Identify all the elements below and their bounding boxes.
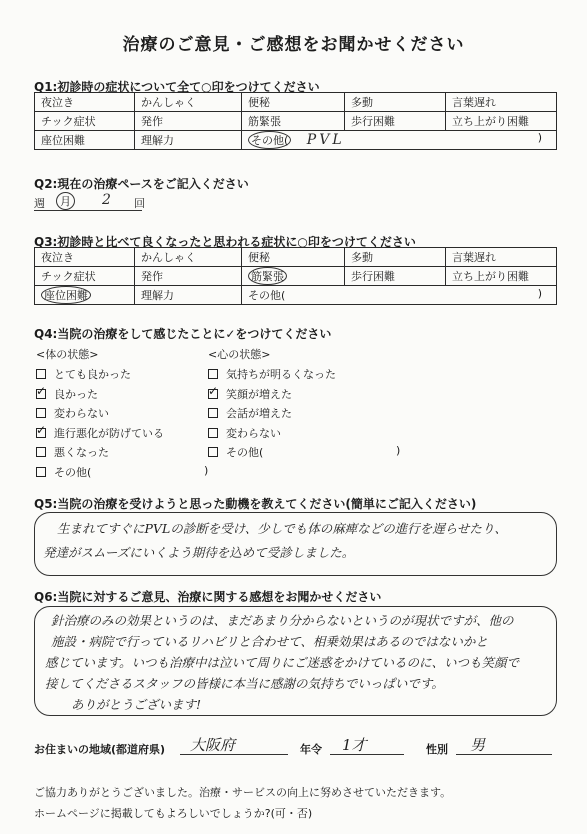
table-cell[interactable]: かんしゃく bbox=[135, 93, 242, 112]
table-cell[interactable]: かんしゃく bbox=[135, 248, 242, 267]
table-row bbox=[35, 267, 557, 286]
q3-heading: Q3:初診時と比べて良くなったと思われる症状に○印をつけてください bbox=[34, 235, 416, 249]
checkbox[interactable] bbox=[36, 408, 46, 418]
list-item[interactable] bbox=[208, 386, 408, 406]
circled-option: 筋緊張 bbox=[248, 267, 287, 285]
list-item[interactable] bbox=[208, 366, 408, 386]
answer-line: 針治療のみの効果というのは、まだあまり分からないというのが現状ですが、他の bbox=[51, 613, 514, 628]
table-cell[interactable]: 立ち上がり困難 bbox=[446, 267, 557, 286]
list-item[interactable] bbox=[208, 425, 408, 445]
table-cell[interactable]: 夜泣き bbox=[35, 248, 135, 267]
table-cell[interactable]: 言葉遅れ bbox=[446, 248, 557, 267]
list-item[interactable] bbox=[36, 444, 206, 464]
answer-line: 生まれてすぐにPVLの診断を受け、少しでも体の麻痺などの進行を遅らせたり、 bbox=[57, 521, 507, 536]
table-cell[interactable]: 座位困難 bbox=[35, 131, 135, 150]
table-cell[interactable]: 歩行困難 bbox=[345, 267, 446, 286]
other-label: その他( bbox=[248, 289, 286, 302]
checkbox[interactable] bbox=[36, 369, 46, 379]
form-title: 治療のご意見・ご感想をお聞かせください bbox=[122, 35, 465, 55]
q2-pace-field[interactable] bbox=[34, 192, 145, 211]
other-close: ) bbox=[204, 463, 209, 477]
checkbox[interactable] bbox=[208, 389, 218, 399]
publish-permission: ホームページに掲載してもよろしいでしょうか?(可・否) bbox=[34, 807, 313, 820]
region-field[interactable] bbox=[180, 735, 288, 755]
table-cell[interactable]: 理解力 bbox=[135, 286, 242, 305]
option-label: 気持ちが明るくなった bbox=[226, 368, 336, 381]
age-field[interactable] bbox=[330, 735, 404, 755]
table-cell[interactable]: 夜泣き bbox=[35, 93, 135, 112]
age-label: 年令 bbox=[300, 743, 322, 756]
option-label: 悪くなった bbox=[54, 446, 109, 459]
body-state-title: <体の状態> bbox=[36, 348, 99, 361]
option-label: 進行悪化が防げている bbox=[54, 426, 164, 440]
checkbox[interactable] bbox=[36, 447, 46, 457]
sex-value: 男 bbox=[470, 736, 486, 754]
option-label: 変わらない bbox=[226, 426, 281, 440]
q5-answer-box[interactable] bbox=[34, 512, 557, 576]
region-label: お住まいの地域(都道府県) bbox=[34, 743, 166, 756]
q3-other-cell[interactable] bbox=[242, 286, 557, 305]
circled-option: 座位困難 bbox=[41, 286, 91, 304]
q2-count-value: 2 bbox=[102, 192, 111, 208]
region-value: 大阪府 bbox=[190, 736, 236, 754]
option-label: その他( bbox=[54, 465, 92, 479]
thanks-note: ご協力ありがとうございました。治療・サービスの向上に努めさせていただきます。 bbox=[34, 786, 452, 799]
option-label: 笑顔が増えた bbox=[226, 387, 292, 401]
q2-week-label: 週 bbox=[34, 197, 45, 210]
table-cell[interactable] bbox=[242, 267, 345, 286]
q2-unit-label: 回 bbox=[134, 197, 145, 210]
table-cell[interactable]: 理解力 bbox=[135, 131, 242, 150]
table-row bbox=[35, 248, 557, 267]
q2-month-label: 月 bbox=[56, 192, 75, 210]
option-label: 会話が増えた bbox=[226, 407, 292, 420]
age-value: 1才 bbox=[342, 736, 367, 754]
table-cell[interactable]: 筋緊張 bbox=[242, 112, 345, 131]
checkbox[interactable] bbox=[208, 428, 218, 438]
checkbox[interactable] bbox=[36, 428, 46, 438]
table-cell[interactable]: チック症状 bbox=[35, 267, 135, 286]
other-close: ) bbox=[396, 444, 401, 457]
respondent-info bbox=[34, 735, 554, 757]
option-label: 良かった bbox=[54, 387, 98, 401]
q4-heading: Q4:当院の治療をして感じたことに✓をつけてください bbox=[34, 327, 332, 341]
q1-other-cell[interactable] bbox=[242, 131, 557, 150]
checkbox[interactable] bbox=[36, 389, 46, 399]
answer-line: ありがとうございます! bbox=[71, 697, 202, 712]
table-cell[interactable]: 言葉遅れ bbox=[446, 93, 557, 112]
checkbox[interactable] bbox=[208, 447, 218, 457]
table-cell[interactable]: チック症状 bbox=[35, 112, 135, 131]
table-row bbox=[35, 112, 557, 131]
q1-heading: Q1:初診時の症状について全て○印をつけてください bbox=[34, 80, 320, 94]
list-item[interactable] bbox=[208, 444, 408, 464]
other-value: PVL bbox=[306, 132, 345, 148]
list-item[interactable] bbox=[36, 405, 206, 425]
option-label: その他( bbox=[226, 446, 264, 459]
list-item[interactable] bbox=[36, 463, 209, 484]
mind-state-title: <心の状態> bbox=[208, 348, 271, 361]
answer-line: 感じています。いつも治療中は泣いて周りにご迷惑をかけているのに、いつも笑顔で bbox=[45, 655, 520, 670]
body-state-list bbox=[36, 366, 209, 483]
list-item[interactable] bbox=[36, 425, 206, 445]
q6-answer-box[interactable] bbox=[34, 606, 557, 716]
mind-state-list bbox=[208, 366, 408, 464]
sex-field[interactable] bbox=[456, 735, 552, 755]
checkbox[interactable] bbox=[208, 369, 218, 379]
table-cell[interactable]: 発作 bbox=[135, 112, 242, 131]
table-cell[interactable]: 発作 bbox=[135, 267, 242, 286]
list-item[interactable] bbox=[208, 405, 408, 425]
answer-line: 施設・病院で行っているリハビリと合わせて、相乗効果はあるのではないかと bbox=[51, 634, 488, 649]
table-cell[interactable]: 多動 bbox=[345, 93, 446, 112]
q2-heading: Q2:現在の治療ペースをご記入ください bbox=[34, 177, 249, 191]
table-cell[interactable] bbox=[35, 286, 135, 305]
table-cell[interactable]: 多動 bbox=[345, 248, 446, 267]
table-cell[interactable]: 便秘 bbox=[242, 248, 345, 267]
other-label: その他( bbox=[248, 131, 291, 149]
table-row bbox=[35, 93, 557, 112]
list-item[interactable] bbox=[36, 366, 206, 386]
option-label: 変わらない bbox=[54, 407, 109, 420]
table-cell[interactable]: 立ち上がり困難 bbox=[446, 112, 557, 131]
q3-improvement-table bbox=[34, 247, 557, 305]
other-close: ) bbox=[537, 287, 542, 300]
list-item[interactable] bbox=[36, 386, 206, 406]
answer-line: 発達がスムーズにいくよう期待を込めて受診しました。 bbox=[43, 545, 355, 560]
option-label: とても良かった bbox=[54, 368, 131, 381]
table-cell[interactable]: 便秘 bbox=[242, 93, 345, 112]
checkbox[interactable] bbox=[36, 467, 46, 477]
q5-heading: Q5:当院の治療を受けようと思った動機を教えてください(簡単にご記入ください) bbox=[34, 497, 477, 511]
other-close: ) bbox=[537, 131, 542, 144]
table-cell[interactable]: 歩行困難 bbox=[345, 112, 446, 131]
table-row bbox=[35, 286, 557, 305]
checkbox[interactable] bbox=[208, 408, 218, 418]
table-row bbox=[35, 131, 557, 150]
sex-label: 性別 bbox=[426, 743, 448, 756]
answer-line: 接してくださるスタッフの皆様に本当に感謝の気持ちでいっぱいです。 bbox=[45, 676, 444, 691]
q1-symptom-table bbox=[34, 92, 557, 150]
q6-heading: Q6:当院に対するご意見、治療に関する感想をお聞かせください bbox=[34, 590, 382, 604]
